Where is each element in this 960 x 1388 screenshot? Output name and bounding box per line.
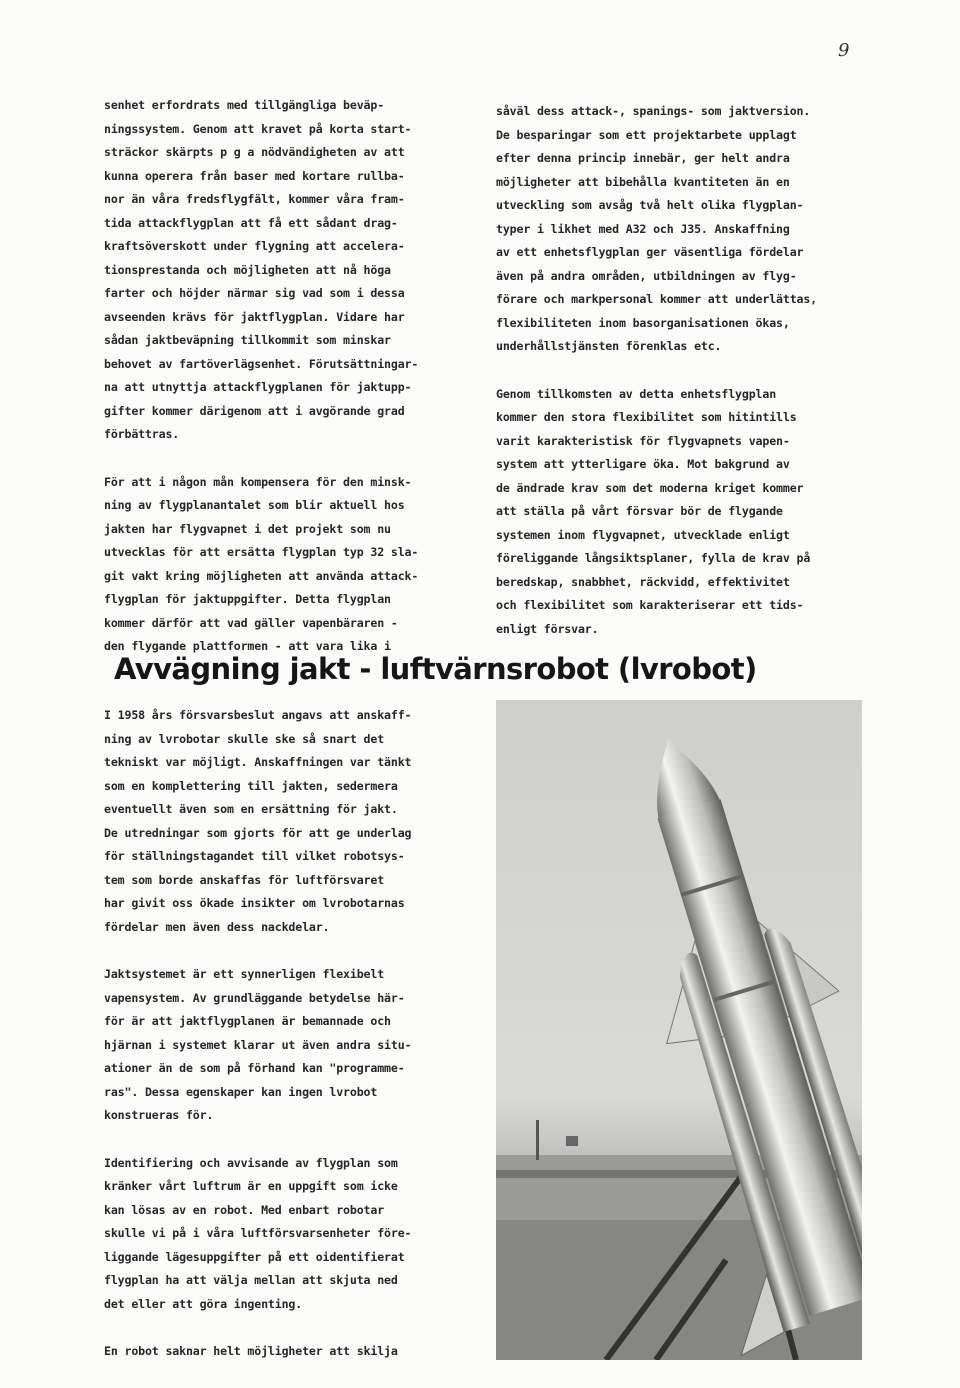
text-line: flexibiliteten inom basorganisationen ökas, <box>496 315 790 330</box>
text-line: ationer än de som på förhand kan "programme- <box>104 1061 405 1075</box>
text-line: systemen inom flygvapnet, utvecklade enligt <box>496 527 790 542</box>
text-line: kraftsöverskott under flygning att accelera- <box>104 239 405 253</box>
text-line: nor än våra fredsflygfält, kommer våra fram- <box>104 192 405 206</box>
text-line: förbättras. <box>104 427 180 441</box>
text-line: för är att jaktflygplanen är bemannade och <box>104 1014 391 1028</box>
text-line: att ställa på vårt försvar bör de flygande <box>496 504 783 518</box>
section-heading: Avvägning jakt - luftvärnsrobot (lvrobot) <box>114 652 757 686</box>
text-line: För att i någon mån kompensera för den minsk- <box>104 474 412 489</box>
text-line: kan lösas av en robot. Med enbart robotar <box>104 1202 385 1217</box>
text-line: gifter kommer därigenom att i avgörande grad <box>104 403 405 418</box>
text-line: varit karakteristisk för flygvapnets vapen- <box>496 433 790 448</box>
text-line: kommer därför att vad gäller vapenbäraren - <box>104 615 398 630</box>
text-line: såväl dess attack-, spanings- som jaktversion. <box>496 104 811 118</box>
text-line: De besparingar som ett projektarbete upplagt <box>496 127 797 142</box>
text-line: na att utnyttja attackflygplanen för jaktupp- <box>104 380 412 394</box>
text-line: underhållstjänsten förenklas etc. <box>496 339 722 353</box>
text-line: den flygande plattformen - att vara lika i <box>104 639 391 653</box>
text-line: system att ytterligare öka. Mot bakgrund av <box>496 457 790 471</box>
text-line: tionsprestanda och möjligheten att nå höga <box>104 262 391 277</box>
text-line: som en komplettering till jakten, sedermera <box>104 778 398 793</box>
text-line: och flexibilitet som karakteriserar ett tids- <box>496 598 804 612</box>
text-line: I 1958 års försvarsbeslut angavs att anskaff- <box>104 708 412 722</box>
text-line: En robot saknar helt möjligheter att skilja <box>104 1344 398 1358</box>
text-line: har givit oss ökade insikter om lvrobotarnas <box>104 896 405 910</box>
text-line: vapensystem. Av grundläggande betydelse här- <box>104 990 405 1005</box>
lower-column-paragraph <box>104 1152 476 1317</box>
text-line: eventuellt även som en ersättning för jakt. <box>104 802 398 816</box>
text-line: kunna operera från baser med kortare rullba- <box>104 168 405 183</box>
text-line: farter och höjder närmar sig vad som i dessa <box>104 286 405 300</box>
text-line: även på andra områden, utbildningen av flyg- <box>496 268 797 283</box>
text-line: ning av lvrobotar skulle ske så snart det <box>104 731 385 746</box>
text-line: det eller att göra ingenting. <box>104 1296 303 1311</box>
text-line: fördelar men även dess nackdelar. <box>104 919 330 934</box>
lower-column-paragraph <box>104 704 476 939</box>
text-line: typer i likhet med A32 och J35. Anskaffning <box>496 221 790 236</box>
text-line: behovet av fartöverlägsenhet. Förutsättningar- <box>104 356 419 371</box>
text-line: efter denna princip innebär, ger helt andra <box>496 151 790 165</box>
text-line: ning av flygplanantalet som blir aktuell hos <box>104 498 405 512</box>
right-column-paragraph <box>496 100 876 359</box>
text-line: flygplan ha att välja mellan att skjuta ned <box>104 1273 398 1287</box>
text-line: ningssystem. Genom att kravet på korta start- <box>104 121 412 136</box>
text-line: hjärnan i systemet klarar ut även andra situ- <box>104 1037 412 1052</box>
text-line: föreliggande långsiktsplaner, fylla de krav på <box>496 551 811 565</box>
text-line: sträckor skärpts p g a nödvändigheten av att <box>104 145 405 159</box>
text-line: de ändrade krav som det moderna kriget kommer <box>496 480 804 495</box>
text-line: utvecklas för att ersätta flygplan typ 32 sla- <box>104 545 419 559</box>
text-line: git vakt kring möjligheten att använda attack- <box>104 568 419 583</box>
text-line: ras". Dessa egenskaper kan ingen lvrobot <box>104 1084 378 1099</box>
text-line: utveckling som avsåg två helt olika flygplan- <box>496 198 804 212</box>
text-line: enligt försvar. <box>496 621 599 636</box>
text-line: konstrueras för. <box>104 1108 214 1122</box>
text-line: jakten har flygvapnet i det projekt som nu <box>104 521 391 536</box>
text-line: av ett enhetsflygplan ger väsentliga fördelar <box>496 245 804 259</box>
right-column-paragraph <box>496 383 876 642</box>
text-line: möjligheter att bibehålla kvantiteten än en <box>496 174 790 189</box>
left-text-column <box>104 94 484 683</box>
missile-photo-drawing <box>496 700 862 1360</box>
text-line: förare och markpersonal kommer att underlättas, <box>496 292 818 306</box>
text-line: för ställningstagandet till vilket robotsys- <box>104 849 405 863</box>
text-line: tem som borde anskaffas för luftförsvaret <box>104 872 385 887</box>
text-line: kommer den stora flexibilitet som hitintills <box>496 410 797 424</box>
page-number: 9 <box>838 40 850 61</box>
text-line: flygplan för jaktuppgifter. Detta flygplan <box>104 592 391 606</box>
text-line: kränker vårt luftrum är en uppgift som icke <box>104 1179 398 1193</box>
text-line: sådan jaktbeväpning tillkommit som minskar <box>104 333 391 347</box>
text-line: tekniskt var möjligt. Anskaffningen var tänkt <box>104 755 412 769</box>
missile-photo <box>496 700 862 1360</box>
text-line: De utredningar som gjorts för att ge underlag <box>104 825 412 840</box>
text-line: Jaktsystemet är ett synnerligen flexibelt <box>104 967 385 981</box>
text-line: Identifiering och avvisande av flygplan som <box>104 1155 398 1170</box>
right-text-column <box>496 100 876 665</box>
text-line: beredskap, snabbhet, räckvidd, effektivitet <box>496 574 790 589</box>
lower-column-paragraph <box>104 963 476 1128</box>
left-column-paragraph <box>104 471 484 659</box>
text-line: Genom tillkomsten av detta enhetsflygplan <box>496 386 777 401</box>
text-line: liggande lägesuppgifter på ett oidentifierat <box>104 1249 405 1264</box>
lower-text-column <box>104 704 476 1388</box>
text-line: senhet erfordrats med tillgängliga beväp- <box>104 98 385 112</box>
text-line: tida attackflygplan att få ett sådant drag- <box>104 215 398 230</box>
left-column-paragraph <box>104 94 484 447</box>
text-line: skulle vi på i våra luftförsvarsenheter före- <box>104 1226 412 1240</box>
text-line: avseenden krävs för jaktflygplan. Vidare har <box>104 309 405 324</box>
